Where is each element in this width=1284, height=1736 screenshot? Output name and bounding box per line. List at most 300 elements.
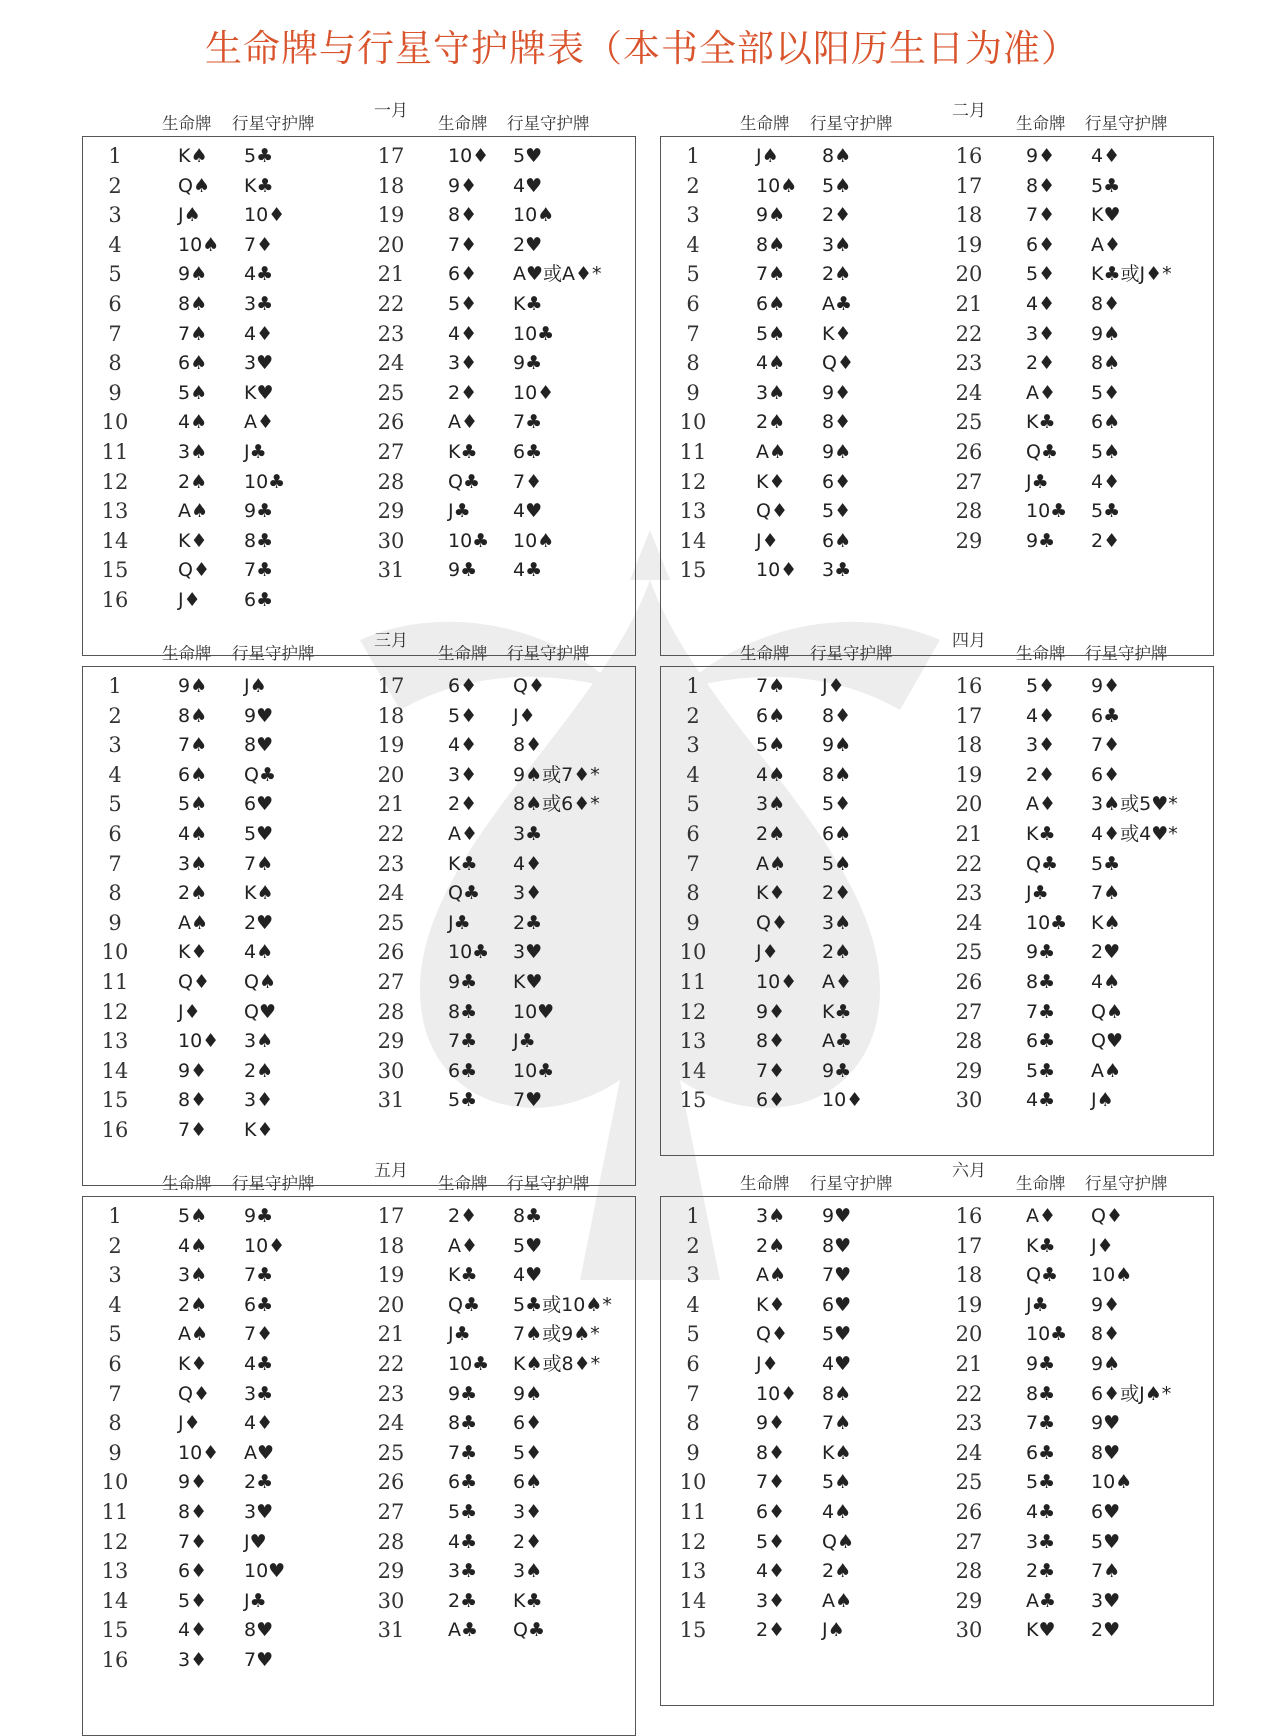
day-number: 16 — [101, 1648, 129, 1672]
guardian-card: 7♥ — [244, 1649, 274, 1671]
day-number: 7 — [686, 1381, 700, 1406]
day-number: 8 — [686, 1411, 700, 1436]
life-card: 3♠ — [756, 793, 786, 816]
guardian-card: A♠ — [1091, 1059, 1122, 1082]
guardian-card: 5♦ — [1091, 381, 1121, 404]
guardian-card: 4♦或4♥* — [1091, 823, 1178, 845]
life-card: J♦ — [178, 589, 201, 611]
guardian-card: 10♠ — [513, 529, 555, 552]
life-card-header: 生命牌 — [438, 1174, 488, 1193]
life-card: A♦ — [448, 411, 479, 434]
guardian-card: K♠或8♦* — [513, 1353, 601, 1375]
day-number: 16 — [955, 674, 983, 698]
life-card: 2♦ — [448, 381, 478, 404]
day-number: 1 — [686, 1204, 700, 1228]
day-number: 28 — [377, 1529, 405, 1554]
guardian-card: J♣ — [513, 1030, 536, 1053]
day-number: 18 — [955, 1263, 983, 1288]
guardian-card: 8♠或6♦* — [513, 793, 600, 816]
day-number: 19 — [377, 203, 405, 228]
guardian-card: 9♥ — [822, 1205, 852, 1227]
life-card: 2♠ — [756, 1234, 786, 1257]
day-number: 29 — [377, 1559, 405, 1584]
day-number: 16 — [101, 588, 129, 612]
guardian-card: 6♦ — [513, 1412, 543, 1435]
day-number: 1 — [108, 674, 122, 698]
day-number: 20 — [955, 1322, 983, 1347]
guardian-card: Q♥ — [1091, 1030, 1123, 1053]
guardian-card-header: 行星守护牌 — [232, 114, 315, 133]
day-number: 4 — [686, 232, 700, 257]
life-card: Q♣ — [448, 882, 480, 905]
guardian-card: 10♠ — [1091, 1264, 1133, 1287]
life-card: 9♦ — [448, 174, 478, 197]
life-card: 2♠ — [756, 411, 786, 434]
life-card: 4♣ — [448, 1530, 478, 1553]
life-card: K♣ — [448, 852, 478, 875]
guardian-card: 8♦ — [1091, 1323, 1121, 1346]
day-number: 22 — [955, 851, 983, 876]
guardian-card: 5♦ — [822, 500, 852, 523]
life-card: A♦ — [448, 823, 479, 845]
day-number: 11 — [101, 440, 129, 464]
day-number: 23 — [955, 1411, 983, 1436]
life-card: 4♦ — [178, 1619, 208, 1642]
day-number: 11 — [679, 440, 707, 464]
life-card: 8♣ — [448, 1000, 478, 1023]
life-card-header: 生命牌 — [162, 1174, 212, 1193]
day-number: 17 — [377, 674, 405, 698]
life-card: 2♣ — [1026, 1560, 1056, 1583]
day-number: 19 — [955, 762, 983, 787]
guardian-card: K♠ — [1091, 911, 1121, 934]
life-card: 5♦ — [756, 1530, 786, 1553]
life-card: 8♣ — [1026, 971, 1056, 993]
day-number: 28 — [955, 499, 983, 524]
guardian-card: 4♦ — [244, 322, 274, 345]
day-number: 30 — [377, 1058, 405, 1083]
guardian-card: 5♣ — [1091, 174, 1121, 197]
guardian-card: 4♣ — [244, 1353, 274, 1375]
guardian-card: 9♣ — [244, 1205, 274, 1227]
life-card: 9♦ — [756, 1412, 786, 1435]
life-card: J♦ — [178, 1000, 201, 1023]
guardian-card: J♠ — [1091, 1089, 1114, 1112]
day-number: 19 — [955, 232, 983, 257]
guardian-card: 10♦ — [244, 1234, 286, 1257]
guardian-card: 2♠ — [244, 1059, 274, 1082]
guardian-card: K♠ — [822, 1441, 852, 1464]
day-number: 14 — [101, 528, 129, 553]
life-card: 8♠ — [178, 293, 208, 315]
life-card: 2♠ — [178, 470, 208, 493]
guardian-card: 3♥ — [1091, 1589, 1121, 1612]
life-card: A♣ — [1026, 1589, 1057, 1612]
guardian-card: 4♣ — [513, 559, 543, 582]
guardian-card: J♠ — [244, 675, 267, 697]
guardian-card: 5♦ — [822, 793, 852, 816]
day-number: 25 — [955, 940, 983, 965]
day-number: 24 — [955, 1440, 983, 1465]
guardian-card: 2♠ — [822, 941, 852, 964]
life-card: Q♦ — [178, 559, 210, 582]
month-table — [82, 98, 636, 656]
guardian-card: 8♦ — [822, 704, 852, 727]
day-number: 4 — [686, 1292, 700, 1317]
life-card: 8♦ — [1026, 174, 1056, 197]
guardian-card: 5♥ — [1091, 1530, 1121, 1553]
day-number: 7 — [108, 321, 122, 346]
life-card: 10♦ — [448, 145, 490, 167]
life-card: J♣ — [1026, 882, 1049, 905]
guardian-card: 3♦ — [513, 1501, 543, 1523]
life-card: A♠ — [178, 500, 209, 523]
day-number: 16 — [955, 1204, 983, 1228]
day-number: 18 — [377, 173, 405, 198]
guardian-card: 7♥ — [513, 1089, 543, 1112]
day-number: 19 — [955, 1292, 983, 1317]
guardian-card: 5♠ — [822, 852, 852, 875]
guardian-card: K♣或J♦* — [1091, 263, 1172, 286]
day-number: 30 — [377, 1588, 405, 1613]
day-number: 14 — [101, 1588, 129, 1613]
day-number: 5 — [108, 1322, 122, 1347]
month-table — [82, 628, 636, 1186]
life-card: 7♣ — [1026, 1000, 1056, 1023]
life-card: 7♠ — [756, 675, 786, 697]
life-card: 10♣ — [1026, 1323, 1068, 1346]
page-title: 生命牌与行星守护牌表（本书全部以阳历生日为准） — [205, 27, 1079, 70]
life-card: K♣ — [448, 1264, 478, 1287]
guardian-card: 3♥ — [244, 352, 274, 375]
life-card: 5♣ — [1026, 1471, 1056, 1494]
day-number: 29 — [955, 1588, 983, 1613]
day-number: 29 — [377, 499, 405, 524]
day-number: 24 — [377, 1411, 405, 1436]
guardian-card: 6♦ — [1091, 763, 1121, 786]
life-card-header: 生命牌 — [162, 114, 212, 133]
guardian-card: 7♠ — [822, 1412, 852, 1435]
life-card: Q♦ — [178, 971, 210, 993]
guardian-card: 5♠ — [822, 1471, 852, 1494]
guardian-card: 6♠ — [822, 823, 852, 845]
day-number: 20 — [955, 262, 983, 287]
day-number: 23 — [955, 881, 983, 906]
life-card: Q♦ — [756, 911, 788, 934]
life-card: 3♦ — [448, 763, 478, 786]
life-card: 6♦ — [178, 1560, 208, 1583]
guardian-card: 6♠ — [513, 1471, 543, 1494]
life-card: A♠ — [756, 852, 787, 875]
guardian-card: 3♥ — [244, 1501, 274, 1523]
guardian-card: 2♥ — [1091, 1619, 1121, 1642]
guardian-card: 5♠ — [1091, 441, 1121, 463]
day-number: 27 — [955, 1529, 983, 1554]
guardian-card: K♥ — [513, 971, 543, 993]
guardian-card: 8♦ — [513, 734, 543, 757]
guardian-card: 8♥ — [822, 1234, 852, 1257]
day-number: 27 — [377, 970, 405, 994]
day-number: 14 — [679, 1588, 707, 1613]
guardian-card: 10♣ — [244, 470, 286, 493]
day-number: 23 — [377, 321, 405, 346]
guardian-card: 5♣ — [1091, 500, 1121, 523]
life-card-header: 生命牌 — [438, 114, 488, 133]
life-card: A♦ — [1026, 793, 1057, 816]
guardian-card: 4♠ — [244, 941, 274, 964]
life-card: 5♦ — [178, 1589, 208, 1612]
guardian-card: A♥或A♦* — [513, 263, 602, 286]
day-number: 31 — [377, 1088, 405, 1113]
day-number: 27 — [377, 440, 405, 464]
life-card: 7♠ — [756, 263, 786, 286]
life-card: Q♠ — [178, 174, 210, 197]
guardian-card: 2♣ — [513, 911, 543, 934]
life-card: 10♦ — [756, 559, 798, 582]
day-number: 12 — [679, 1529, 707, 1554]
guardian-card: 3♠ — [822, 911, 852, 934]
guardian-card: 10♣ — [513, 322, 555, 345]
guardian-card: Q♠ — [1091, 1000, 1123, 1023]
day-number: 7 — [108, 851, 122, 876]
life-card: 3♦ — [448, 352, 478, 375]
month-table — [660, 98, 1214, 656]
life-card: 7♠ — [178, 734, 208, 757]
life-card: 6♣ — [1026, 1441, 1056, 1464]
guardian-card: 7♥ — [822, 1264, 852, 1287]
day-number: 2 — [108, 703, 122, 728]
life-card: K♦ — [756, 470, 786, 493]
month-name: 五月 — [374, 1161, 408, 1181]
day-number: 6 — [108, 292, 122, 316]
guardian-card: 8♣ — [244, 529, 274, 552]
guardian-card: A♣ — [822, 1030, 853, 1053]
day-number: 6 — [686, 822, 700, 846]
day-number: 24 — [377, 881, 405, 906]
life-card: Q♦ — [756, 500, 788, 523]
life-card: 9♣ — [448, 971, 478, 993]
guardian-card: 3♣ — [244, 1382, 274, 1405]
guardian-card: 10♥ — [513, 1000, 555, 1023]
month-table — [660, 628, 1214, 1156]
life-card: 6♣ — [1026, 1030, 1056, 1053]
life-card: 9♣ — [448, 559, 478, 582]
day-number: 10 — [679, 940, 707, 965]
life-card: A♠ — [756, 441, 787, 463]
life-card: K♦ — [756, 882, 786, 905]
life-card: 8♦ — [756, 1030, 786, 1053]
day-number: 7 — [108, 1381, 122, 1406]
day-number: 18 — [955, 733, 983, 758]
life-card: K♣ — [1026, 823, 1056, 845]
guardian-card: 6♦ — [822, 470, 852, 493]
guardian-card: 6♣ — [244, 1293, 274, 1316]
guardian-card: 8♣ — [513, 1205, 543, 1227]
day-number: 15 — [101, 558, 129, 583]
life-card: J♦ — [178, 1412, 201, 1435]
month-frame — [660, 666, 1214, 1156]
guardian-card: 3♠ — [244, 1030, 274, 1053]
day-number: 1 — [686, 674, 700, 698]
day-number: 18 — [377, 703, 405, 728]
guardian-card: J♦ — [1091, 1234, 1114, 1257]
day-number: 19 — [377, 1263, 405, 1288]
day-number: 23 — [377, 851, 405, 876]
day-number: 10 — [101, 410, 129, 435]
day-number: 11 — [679, 1500, 707, 1524]
guardian-card: 7♠ — [1091, 882, 1121, 905]
guardian-card: 4♦ — [1091, 470, 1121, 493]
life-card: 7♣ — [448, 1441, 478, 1464]
life-card: 10♠ — [756, 174, 798, 197]
guardian-card: 2♦ — [822, 204, 852, 227]
life-card: 9♦ — [1026, 145, 1056, 167]
guardian-card: 9♥ — [1091, 1412, 1121, 1435]
day-number: 26 — [377, 1470, 405, 1495]
life-card-header: 生命牌 — [162, 644, 212, 663]
guardian-card: 5♣或10♠* — [513, 1293, 612, 1316]
life-card: 4♣ — [1026, 1089, 1056, 1112]
day-number: 9 — [686, 1440, 700, 1465]
life-card: 10♦ — [756, 971, 798, 993]
life-card: 4♦ — [756, 1560, 786, 1583]
day-number: 11 — [101, 1500, 129, 1524]
life-card: Q♣ — [1026, 441, 1058, 463]
month-name: 六月 — [952, 1161, 986, 1181]
life-card: 9♣ — [1026, 1353, 1056, 1375]
life-card: 8♦ — [178, 1501, 208, 1523]
life-card: K♦ — [178, 529, 208, 552]
life-card: A♦ — [1026, 1205, 1057, 1227]
guardian-card: 7♣ — [244, 1264, 274, 1287]
guardian-card: 7♦ — [513, 470, 543, 493]
day-number: 8 — [108, 1411, 122, 1436]
life-card: 8♦ — [756, 1441, 786, 1464]
day-number: 1 — [686, 144, 700, 168]
guardian-card: 7♣ — [244, 559, 274, 582]
guardian-card: J♣ — [244, 1589, 267, 1612]
day-number: 27 — [955, 999, 983, 1024]
guardian-card: 9♠ — [1091, 1353, 1121, 1375]
life-card: A♣ — [448, 1619, 479, 1642]
day-number: 12 — [679, 999, 707, 1024]
guardian-card: 5♥ — [513, 1234, 543, 1257]
day-number: 23 — [955, 351, 983, 376]
life-card: 10♣ — [448, 941, 490, 964]
day-number: 14 — [679, 528, 707, 553]
guardian-card: 4♥ — [513, 174, 543, 197]
guardian-card: 3♦ — [513, 882, 543, 905]
day-number: 22 — [955, 321, 983, 346]
guardian-card-header: 行星守护牌 — [810, 114, 893, 133]
day-number: 9 — [686, 380, 700, 405]
day-number: 5 — [686, 1322, 700, 1347]
life-card: 9♣ — [1026, 941, 1056, 964]
day-number: 9 — [108, 1440, 122, 1465]
life-card: 2♦ — [1026, 763, 1056, 786]
guardian-card: 2♣ — [244, 1471, 274, 1494]
guardian-card: 5♠ — [822, 174, 852, 197]
day-number: 5 — [686, 792, 700, 817]
life-card: 10♣ — [448, 529, 490, 552]
guardian-card: Q♣ — [244, 763, 276, 786]
day-number: 29 — [955, 1058, 983, 1083]
guardian-card: 4♠ — [822, 1501, 852, 1523]
life-card: J♦ — [756, 529, 779, 552]
day-number: 21 — [955, 822, 983, 846]
guardian-card: 9♥ — [244, 704, 274, 727]
day-number: 22 — [377, 1352, 405, 1376]
life-card: Q♣ — [1026, 852, 1058, 875]
month-frame — [82, 1196, 636, 1736]
month-frame — [82, 666, 636, 1186]
month-table — [660, 1158, 1214, 1706]
day-number: 24 — [955, 380, 983, 405]
life-card: 6♦ — [448, 675, 478, 697]
guardian-card: 9♣ — [822, 1059, 852, 1082]
day-number: 9 — [108, 380, 122, 405]
day-number: 3 — [108, 733, 122, 758]
guardian-card: 7♠ — [1091, 1560, 1121, 1583]
guardian-card: 3♠或5♥* — [1091, 793, 1178, 816]
life-card: 8♦ — [178, 1089, 208, 1112]
day-number: 28 — [955, 1029, 983, 1054]
life-card: 4♦ — [448, 734, 478, 757]
guardian-card: 3♠ — [822, 233, 852, 256]
guardian-card: 9♣ — [244, 500, 274, 523]
day-number: 15 — [101, 1618, 129, 1643]
life-card: 5♣ — [448, 1501, 478, 1523]
life-card: 8♠ — [756, 233, 786, 256]
life-card: 7♦ — [178, 1119, 208, 1141]
guardian-card: 6♥ — [244, 793, 274, 816]
day-number: 17 — [955, 173, 983, 198]
day-number: 6 — [686, 1352, 700, 1376]
guardian-card-header: 行星守护牌 — [232, 1174, 315, 1193]
life-card: J♣ — [448, 1323, 471, 1346]
day-number: 13 — [101, 1559, 129, 1584]
guardian-card: 3♦ — [244, 1089, 274, 1112]
day-number: 12 — [101, 1529, 129, 1554]
life-card-header: 生命牌 — [740, 1174, 790, 1193]
life-card: 7♠ — [178, 322, 208, 345]
life-card: 2♦ — [756, 1619, 786, 1642]
day-number: 13 — [679, 1029, 707, 1054]
life-card-header: 生命牌 — [438, 644, 488, 663]
day-number: 30 — [955, 1618, 983, 1643]
day-number: 8 — [108, 351, 122, 376]
life-card: K♣ — [1026, 1234, 1056, 1257]
guardian-card-header: 行星守护牌 — [1085, 644, 1168, 663]
day-number: 2 — [108, 1233, 122, 1258]
life-card: 8♣ — [1026, 1382, 1056, 1405]
day-number: 27 — [955, 469, 983, 494]
day-number: 3 — [686, 733, 700, 758]
life-card: 7♦ — [1026, 204, 1056, 227]
day-number: 3 — [108, 203, 122, 228]
day-number: 12 — [101, 999, 129, 1024]
life-card: 5♠ — [178, 381, 208, 404]
guardian-card: 5♥ — [822, 1323, 852, 1346]
day-number: 4 — [108, 1292, 122, 1317]
guardian-card-header: 行星守护牌 — [1085, 114, 1168, 133]
life-card: J♠ — [756, 145, 779, 167]
life-card: J♠ — [178, 204, 201, 227]
guardian-card: J♦ — [513, 704, 536, 727]
day-number: 15 — [101, 1088, 129, 1113]
guardian-card: 10♠ — [1091, 1471, 1133, 1494]
guardian-card-header: 行星守护牌 — [810, 644, 893, 663]
